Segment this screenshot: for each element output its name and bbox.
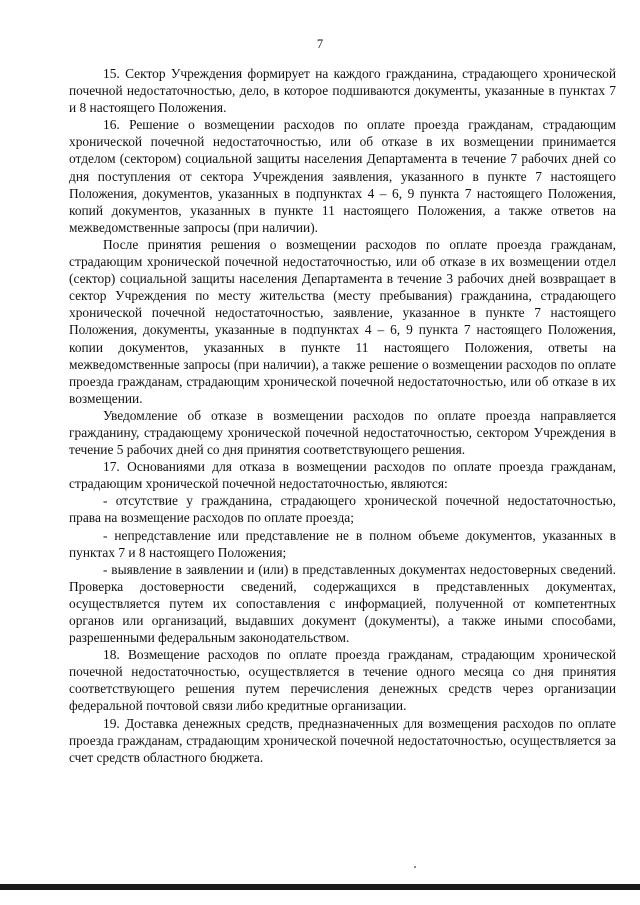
paragraph-17: 17. Основаниями для отказа в возмещении расходов по оплате проезда гражданам, страдающим хронической почечной недостаточностью, являются: [69, 459, 616, 492]
document-body [69, 65, 616, 766]
scan-bottom-edge [0, 884, 640, 890]
list-item-false-information: - выявление в заявлении и (или) в представленных документах недостоверных сведений. Проверка достоверности сведений, содержащихся в представленных документах, осуществляется путем их сопоставления с информацией, полученной от компетентных органов или организаций, выдавших документ (документы), а также иными способами, разрешенными федеральным законодательством. [69, 561, 616, 646]
paragraph-refusal-notice: Уведомление об отказе в возмещении расходов по оплате проезда направляется гражданину, страдающему хронической почечной недостаточностью, сектором Учреждения в течение 5 рабочих дней со дня принятия соответствующего решения. [69, 407, 616, 458]
paragraph-19: 19. Доставка денежных средств, предназначенных для возмещения расходов по оплате проезда гражданам, страдающим хронической почечной недостаточностью, осуществляется за счет средств областного бюджета. [69, 715, 616, 765]
paragraph-18: 18. Возмещение расходов по оплате проезда гражданам, страдающим хронической почечной недостаточностью, осуществляется в течение одного месяца со дня принятия соответствующего решения путем перечисления денежных средств через организации федеральной почтовой связи либо кредитные организации. [69, 647, 616, 714]
scan-artifact [414, 866, 416, 868]
list-item-no-right: - отсутствие у гражданина, страдающего хронической почечной недостаточностью, права на возмещение расходов по оплате проезда; [69, 493, 616, 526]
paragraph-16: 16. Решение о возмещении расходов по оплате проезда гражданам, страдающим хронической почечной недостаточностью, или об отказе в их возмещении принимается отделом (сектором) социальной защиты населения Департамента в течение 7 рабочих дней со дня поступления от сектора Учреждения заявления, указанного в пункте 7 настоящего Положения, документов, указанных в подпунктах 4 – 6, 9 пункта 7 настоящего Положения, копий документов, указанных в пункте 11 настоящего Положения, а также ответов на межведомственные запросы (при наличии). [69, 117, 616, 235]
page-number: 7 [316, 37, 324, 51]
list-item-incomplete-documents: - непредставление или представление не в полном объеме документов, указанных в пунктах 7 и 8 настоящего Положения; [69, 527, 616, 560]
paragraph-15: 15. Сектор Учреждения формирует на каждого гражданина, страдающего хронической почечной недостаточностью, дело, в которое подшиваются документы, указанные в пунктах 7 и 8 настоящего Положения. [69, 66, 616, 116]
paragraph-16-continuation: После принятия решения о возмещении расходов по оплате проезда гражданам, страдающим хронической почечной недостаточностью, или об отказе в их возмещении отдел (сектор) социальной защиты населения Департамента в течение 3 рабочих дней возвращает в сектор Учреждения по месту жительства (месту пребывания) гражданина, страдающего хронической почечной недостаточностью, заявление, указанное в пункте 7 настоящего Положения, документы, указанные в подпунктах 4 – 6, 9 пункта 7 настоящего Положения, копии документов, указанных в пункте 11 настоящего Положения, ответы на межведомственные запросы (при наличии), а также решение о возмещении расходов по оплате проезда гражданам, страдающим хронической почечной недостаточностью, или об отказе в их возмещении. [69, 236, 616, 406]
